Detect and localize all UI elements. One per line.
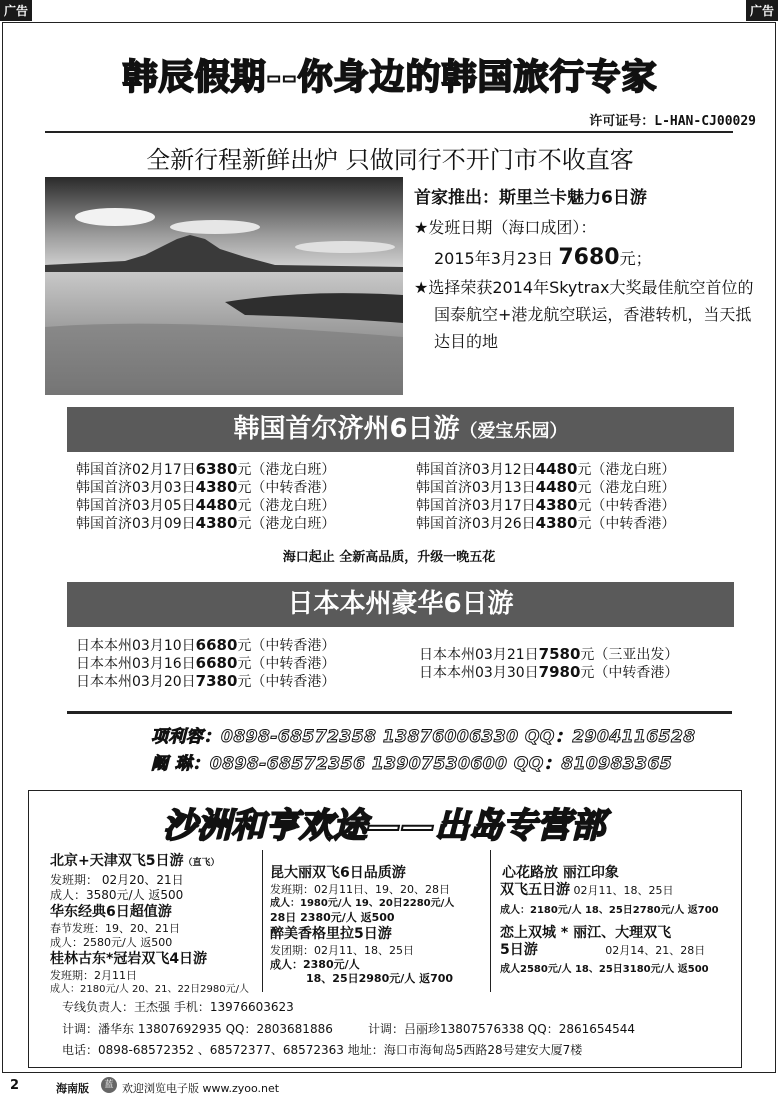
route-title: 昆大丽双飞6日品质游 bbox=[270, 865, 406, 881]
route-detail: 成人2580元/人 18、25日3180元/人 返500 bbox=[500, 964, 709, 975]
japan-left-list bbox=[76, 637, 335, 691]
route-detail: 02月14、21、28日 bbox=[605, 944, 706, 957]
route-title: 双飞五日游 bbox=[500, 882, 570, 898]
route-detail: 成人：3580元/人 返500 bbox=[50, 888, 184, 902]
column-3 bbox=[500, 864, 736, 982]
promo-block bbox=[414, 183, 764, 355]
route-detail: 春节发班：19、20、21日 bbox=[50, 922, 180, 935]
contact-line: 阚 琳：0898-68572356 13907530600 QQ：810983365 bbox=[151, 754, 673, 774]
route-detail: 发班期： 02月20、21日 bbox=[50, 873, 184, 887]
japan-banner: 日本本州豪华6日游 bbox=[67, 582, 734, 627]
ad-label-right: 广告 bbox=[746, 0, 778, 21]
promo-price: 7680 bbox=[558, 245, 620, 270]
korea-banner-title: 韩国首尔济州6日游 bbox=[233, 414, 460, 444]
footer-planner-2: 计调：吕丽珍13807576338 QQ：2861654544 bbox=[368, 1022, 636, 1036]
list-item: 韩国首济02月17日6380元（港龙白班） bbox=[76, 460, 336, 478]
promo-depart-date: 2015年3月23日 bbox=[434, 249, 554, 268]
route-title: 桂林古东*冠岩双飞4日游 bbox=[50, 951, 208, 967]
second-ad-title: 沙洲和亨欢途——出岛专营部 bbox=[163, 806, 605, 846]
promo-depart-line bbox=[414, 243, 764, 274]
list-item: 韩国首济03月17日4380元（中转香港） bbox=[416, 496, 676, 514]
list-item: 日本本州03月16日6680元（中转香港） bbox=[76, 654, 336, 672]
route-title: 恋上双城 * 丽江、大理双飞 bbox=[500, 925, 672, 941]
island-photo bbox=[45, 177, 403, 395]
list-item: 韩国首济03月05日4480元（港龙白班） bbox=[76, 496, 336, 514]
promo-heading: 首家推出：斯里兰卡魅力6日游 bbox=[414, 188, 647, 208]
page-title: 韩辰假期--你身边的韩国旅行专家 bbox=[122, 58, 658, 98]
list-item: 日本本州03月20日7380元（中转香港） bbox=[76, 672, 336, 690]
divider bbox=[67, 711, 732, 714]
route-detail: 28日 2380元/人 返500 bbox=[270, 911, 395, 924]
logo-icon: 蓝 bbox=[101, 1077, 117, 1093]
route-detail: 成人：2380元/人 bbox=[270, 958, 360, 971]
korea-note: 海口起止 全新高品质，升级一晚五花 bbox=[282, 550, 496, 565]
route-detail: 18、25日2980元/人 返700 bbox=[306, 972, 454, 985]
edition-label: 海南版 bbox=[56, 1082, 89, 1095]
route-title: 心花路放 丽江印象 bbox=[502, 865, 619, 881]
list-item: 日本本州03月30日7980元（中转香港） bbox=[419, 663, 679, 681]
list-item: 韩国首济03月12日4480元（港龙白班） bbox=[416, 460, 676, 478]
japan-right-list bbox=[419, 646, 678, 682]
route-detail: 发团期：02月11、18、25日 bbox=[270, 944, 414, 957]
promo-airline: ★选择荣获2014年Skytrax大奖最佳航空首位的国泰航空+港龙航空联运，香港转机，当天抵达目的地 bbox=[414, 278, 754, 351]
tagline: 全新行程新鲜出炉 只做同行不开门市不收直客 bbox=[146, 146, 634, 174]
korea-right-list bbox=[416, 461, 675, 533]
route-detail: 成人：2180元/人 18、25日2780元/人 返700 bbox=[500, 905, 719, 916]
divider bbox=[45, 131, 733, 133]
column-divider bbox=[490, 850, 491, 992]
route-detail: 发班期：02月11日、19、20、28日 bbox=[270, 883, 450, 896]
korea-banner-sub: （爱宝乐园） bbox=[459, 421, 568, 442]
route-detail: 02月11、18、25日 bbox=[573, 884, 674, 897]
list-item: 韩国首济03月09日4380元（港龙白班） bbox=[76, 514, 336, 532]
column-2 bbox=[270, 864, 490, 986]
license-number: 许可证号：L-HAN-CJ00029 bbox=[589, 114, 756, 129]
korea-banner bbox=[67, 407, 734, 452]
page-number: 2 bbox=[10, 1078, 20, 1093]
route-detail: 发班期：2月11日 bbox=[50, 969, 137, 982]
promo-price-unit: 元； bbox=[619, 249, 652, 268]
route-tag: （直飞） bbox=[183, 858, 220, 868]
route-title: 5日游 bbox=[500, 942, 538, 958]
korea-left-list bbox=[76, 461, 335, 533]
route-title: 醉美香格里拉5日游 bbox=[270, 926, 392, 942]
list-item: 韩国首济03月03日4380元（中转香港） bbox=[76, 478, 336, 496]
footer-address: 电话：0898-68572352 、68572377、68572363 地址：海口市海甸岛5西路28号建安大厦7楼 bbox=[62, 1043, 583, 1057]
footer-planner-1: 计调：潘华东 13807692935 QQ：2803681886 bbox=[62, 1022, 333, 1036]
contact-line: 项利容：0898-68572358 13876006330 QQ：2904116528 bbox=[151, 727, 696, 747]
route-detail: 成人：2180元/人 20、21、22日2980元/人 bbox=[50, 984, 249, 995]
list-item: 韩国首济03月13日4480元（港龙白班） bbox=[416, 478, 676, 496]
route-title: 华东经典6日超值游 bbox=[50, 904, 172, 920]
route-detail: 成人：1980元/人 19、20日2280元/人 bbox=[270, 898, 455, 909]
promo-depart-label: ★发班日期（海口成团）： bbox=[414, 218, 597, 237]
list-item: 日本本州03月21日7580元（三亚出发） bbox=[419, 645, 679, 663]
column-divider bbox=[262, 850, 263, 992]
column-1 bbox=[50, 852, 260, 997]
list-item: 韩国首济03月26日4380元（中转香港） bbox=[416, 514, 676, 532]
route-title: 北京+天津双飞5日游 bbox=[50, 853, 184, 869]
route-detail: 成人：2580元/人 返500 bbox=[50, 936, 173, 949]
list-item: 日本本州03月10日6680元（中转香港） bbox=[76, 636, 336, 654]
footer-website: 欢迎浏览电子版 www.zyoo.net bbox=[122, 1082, 280, 1095]
ad-label-left: 广告 bbox=[0, 0, 32, 21]
footer-manager: 专线负责人：王杰强 手机：13976603623 bbox=[62, 1000, 294, 1014]
